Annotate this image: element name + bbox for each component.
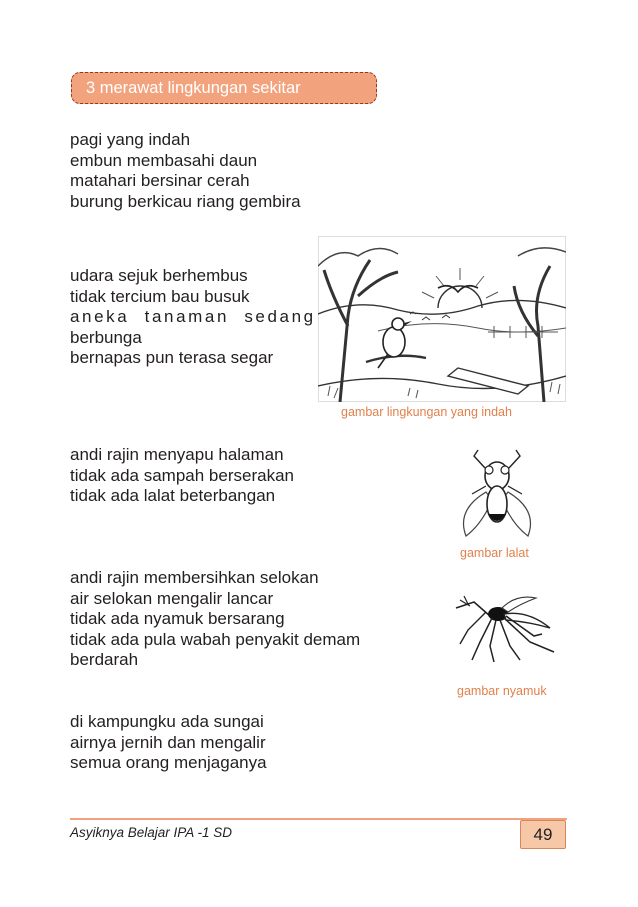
poem-line: tidak ada pula wabah penyakit demam [70,629,361,649]
stanza-2 [70,266,316,369]
poem-line: pagi yang indah [70,130,191,149]
poem-line: bernapas pun terasa segar [70,348,274,367]
poem-line: di kampungku ada sungai [70,712,264,731]
poem-line: air selokan mengalir lancar [70,588,274,608]
poem-line: burung berkicau riang gembira [70,191,301,211]
section-title: 3 merawat lingkungan sekitar [71,72,377,104]
poem-line: tidak tercium bau busuk [70,286,250,306]
poem-line: semua orang menjaganya [70,753,267,772]
stanza-3 [70,445,294,507]
mosquito-illustration [450,590,562,666]
poem-line: aneka tanaman sedang [70,307,316,326]
book-title: Asyiknya Belajar IPA -1 SD [70,825,233,840]
fly-illustration [452,440,542,540]
poem-line: berdarah [70,650,139,669]
poem-line: matahari bersinar cerah [70,171,250,190]
stanza-1 [70,130,301,212]
poem-line: tidak ada lalat beterbangan [70,486,276,505]
stanza-4 [70,568,360,671]
poem-line: berbunga [70,327,142,347]
footer-divider [70,818,567,820]
poem-line: airnya jernih dan mengalir [70,732,266,752]
poem-line: andi rajin membersihkan selokan [70,568,319,587]
poem-line: embun membasahi daun [70,150,258,170]
mosquito-caption: gambar nyamuk [457,684,547,698]
poem-line: tidak ada sampah berserakan [70,465,294,485]
landscape-illustration [318,236,566,402]
landscape-caption: gambar lingkungan yang indah [341,405,512,419]
poem-line: tidak ada nyamuk bersarang [70,609,285,628]
stanza-5 [70,712,267,774]
fly-caption: gambar lalat [460,546,529,560]
page-number: 49 [520,820,566,849]
poem-line: udara sejuk berhembus [70,266,248,285]
poem-line: andi rajin menyapu halaman [70,445,284,464]
